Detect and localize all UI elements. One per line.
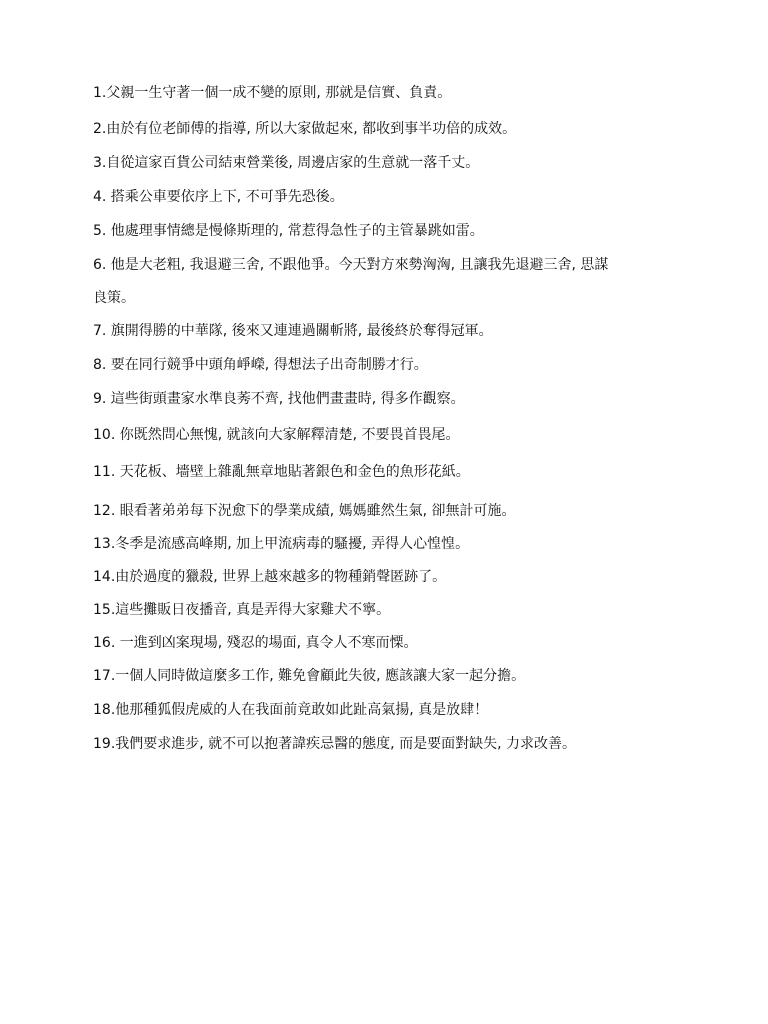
sentence-19: 19.我們要求進步, 就不可以抱著諱疾忌醫的態度, 而是要面對缺失, 力求改善。 [93,736,576,752]
sentence-14: 14.由於過度的獵殺, 世界上越來越多的物種銷聲匿跡了。 [93,569,447,585]
sentence-13: 13.冬季是流感高峰期, 加上甲流病毒的騷擾, 弄得人心惶惶。 [93,536,470,552]
sentence-1: 1.父親一生守著一個一成不變的原則, 那就是信實、負責。 [93,85,452,101]
sentence-7: 7. 旗開得勝的中華隊, 後來又連連過關斬將, 最後終於奪得冠軍。 [93,323,493,339]
sentence-5: 5. 他處理事情總是慢條斯理的, 常惹得急性子的主管暴跳如雷。 [93,223,484,239]
sentence-12: 12. 眼看著弟弟每下況愈下的學業成績, 媽媽雖然生氣, 卻無計可施。 [93,503,516,519]
sentence-6-continued: 良策。 [93,290,135,306]
sentence-16: 16. 一進到凶案現場, 殘忍的場面, 真令人不寒而慄。 [93,635,418,651]
sentence-11: 11. 天花板、墻壁上雜亂無章地貼著銀色和金色的魚形花紙。 [93,464,470,480]
sentence-18: 18.他那種狐假虎威的人在我面前竟敢如此趾高氣揚, 真是放肆！ [93,702,489,718]
sentence-17: 17.一個人同時做這麼多工作, 難免會顧此失彼, 應該讓大家一起分擔。 [93,668,526,684]
sentence-6: 6. 他是大老粗, 我退避三舍, 不跟他爭。今天對方來勢洶洶, 且讓我先退避三舍, 思謀 [93,257,609,273]
sentence-9: 9. 這些街頭畫家水準良莠不齊, 找他們畫畫時, 得多作觀察。 [93,391,465,407]
sentence-2: 2.由於有位老師傅的指導, 所以大家做起來, 都收到事半功倍的成效。 [93,121,517,137]
sentence-3: 3.自從這家百貨公司結束營業後, 周邊店家的生意就一落千丈。 [93,155,480,171]
sentence-4: 4. 搭乘公車要依序上下, 不可爭先恐後。 [93,189,344,205]
sentence-8: 8. 要在同行競爭中頭角崢嶸, 得想法子出奇制勝才行。 [93,357,428,373]
sentence-10: 10. 你既然問心無愧, 就該向大家解釋清楚, 不要畏首畏尾。 [93,427,460,443]
sentence-15: 15.這些攤販日夜播音, 真是弄得大家雞犬不寧。 [93,602,391,618]
